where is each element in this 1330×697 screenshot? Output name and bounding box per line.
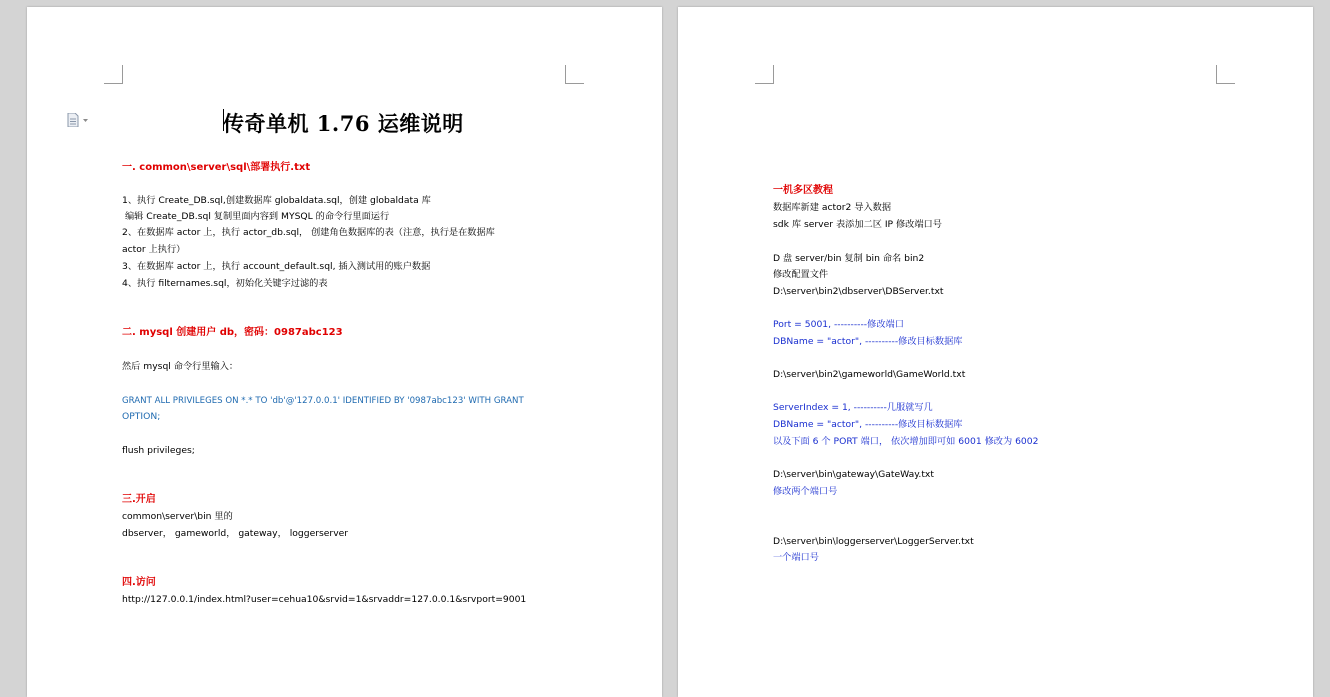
page2-line-15: 一个端口号 — [773, 552, 819, 563]
section-2-heading: 二. mysql 创建用户 db，密码：0987abc123 — [122, 327, 343, 338]
page2-line-2: sdk 库 server 表添加二区 IP 修改端口号 — [773, 219, 942, 230]
section-2-line-1: 然后 mysql 命令行里输入： — [122, 361, 239, 372]
grant-statement-line-1: GRANT ALL PRIVILEGES ON *.* TO 'db'@'127.0.0.1' IDENTIFIED BY '0987abc123' WITH GRANT — [122, 396, 524, 406]
grant-statement-line-2: OPTION; — [122, 411, 161, 422]
section-4-url: http://127.0.0.1/index.html?user=cehua10&srvid=1&srvaddr=127.0.0.1&srvport=9001 — [122, 594, 527, 605]
section-1-line-4: actor 上执行） — [122, 244, 186, 255]
page2-line-13: 修改两个端口号 — [773, 486, 838, 497]
section-3-line-1: common\server\bin 里的 — [122, 511, 233, 522]
document-icon[interactable] — [67, 112, 89, 126]
page2-line-9: ServerIndex = 1, ----------几服就写几 — [773, 402, 933, 413]
section-1-line-6: 4、执行 filternames.sql，初始化关键字过滤的表 — [122, 278, 328, 289]
page2-line-3: D 盘 server/bin 复制 bin 命名 bin2 — [773, 253, 925, 264]
section-4-heading: 四.访问 — [122, 577, 156, 588]
flush-statement: flush privileges; — [122, 445, 195, 456]
document-page-2 — [678, 7, 1313, 697]
section-3-heading: 三.开启 — [122, 494, 156, 505]
page2-line-11: 以及下面 6 个 PORT 端口， 依次增加即可如 6001 修改为 6002 — [773, 436, 1039, 447]
page2-line-4: 修改配置文件 — [773, 269, 829, 280]
page2-line-7: DBName = "actor", ----------修改目标数据库 — [773, 336, 963, 347]
page2-line-10: DBName = "actor", ----------修改目标数据库 — [773, 419, 963, 430]
margin-corner-top-right — [1216, 65, 1235, 84]
page2-line-14: D:\server\bin\loggerserver\LoggerServer.txt — [773, 536, 974, 547]
page2-line-12: D:\server\bin\gateway\GateWay.txt — [773, 469, 934, 480]
multi-zone-heading: 一机多区教程 — [773, 185, 833, 196]
section-1-line-5: 3、在数据库 actor 上，执行 account_default.sql, 插入测试用的账户数据 — [122, 261, 431, 272]
section-1-line-3: 2、在数据库 actor 上，执行 actor_db.sql， 创建角色数据库的表（注意，执行是在数据库 — [122, 227, 495, 238]
margin-corner-top-left — [104, 65, 123, 84]
document-title: 传奇单机 1.76 运维说明 — [223, 111, 464, 136]
margin-corner-top-left — [755, 65, 774, 84]
page2-line-8: D:\server\bin2\gameworld\GameWorld.txt — [773, 369, 966, 380]
page2-line-5: D:\server\bin2\dbserver\DBServer.txt — [773, 286, 944, 297]
page2-line-6: Port = 5001, ----------修改端口 — [773, 319, 904, 330]
margin-corner-top-right — [565, 65, 584, 84]
section-1-heading: 一. common\server\sql\部署执行.txt — [122, 162, 311, 173]
section-1-line-2: 编辑 Create_DB.sql 复制里面内容到 MYSQL 的命令行里面运行 — [125, 211, 390, 222]
page2-line-1: 数据库新建 actor2 导入数据 — [773, 202, 892, 213]
section-3-line-2: dbserver， gameworld， gateway， loggerserver — [122, 528, 349, 539]
document-page-1 — [27, 7, 662, 697]
section-1-line-1: 1、执行 Create_DB.sql,创建数据库 globaldata.sql，创建 globaldata 库 — [122, 195, 431, 206]
